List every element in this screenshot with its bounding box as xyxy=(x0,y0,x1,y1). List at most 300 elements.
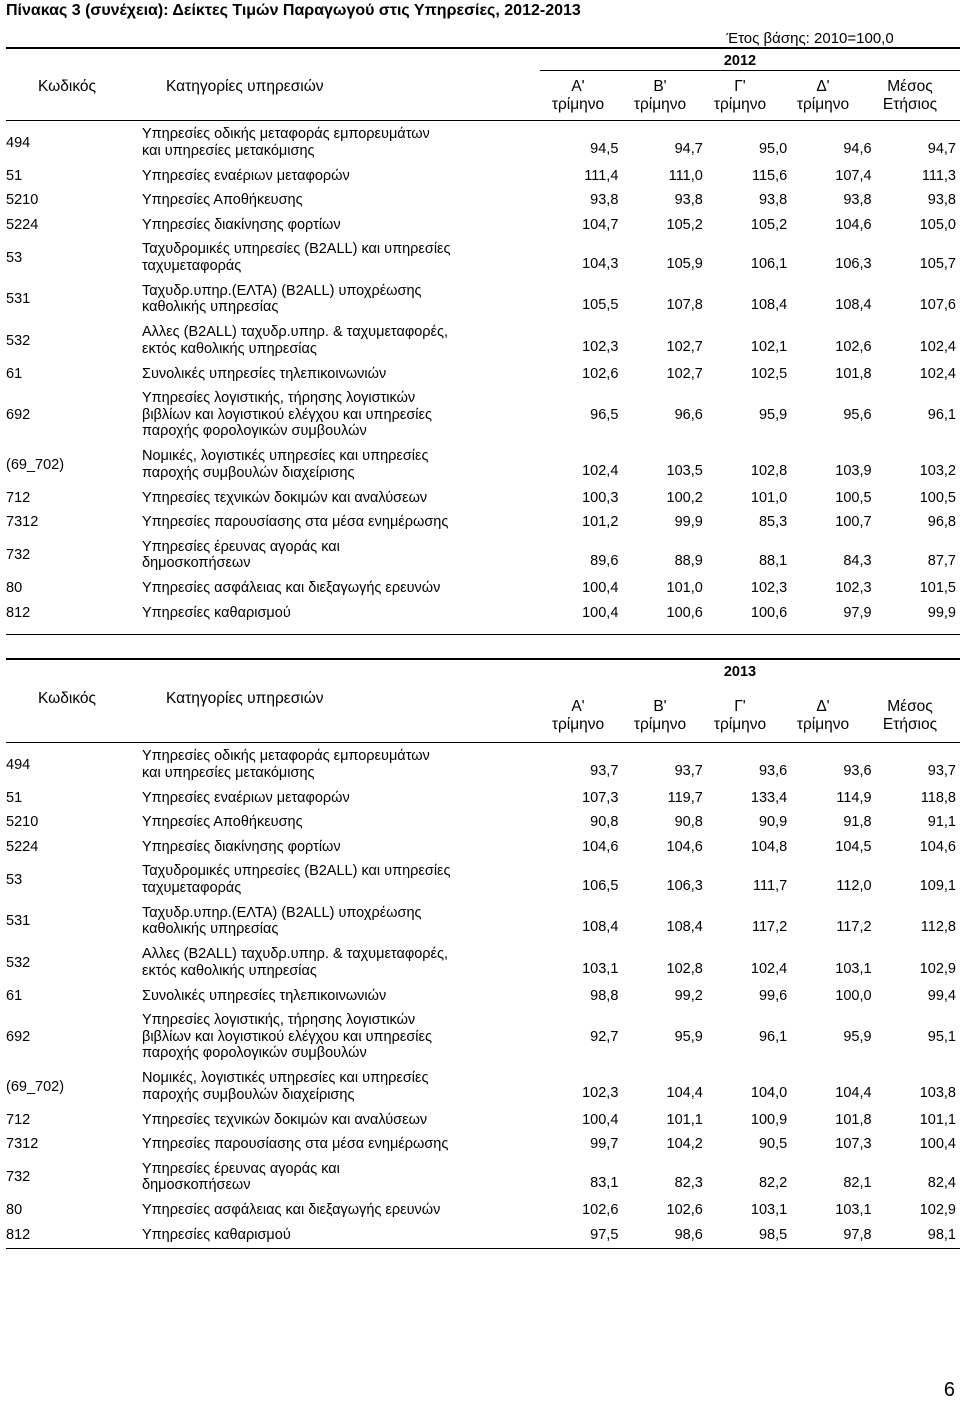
cell-value-avg: 105,7 xyxy=(919,255,956,272)
cell-code: 61 xyxy=(6,987,23,1004)
data-table xyxy=(6,744,956,1247)
cell-value-q2: 103,5 xyxy=(666,462,703,479)
header-category: Κατηγορίες υπηρεσιών xyxy=(166,690,324,707)
table-row xyxy=(6,386,956,444)
category-line: παροχής συμβουλών διαχείρισης xyxy=(142,1086,355,1103)
category-line: δημοσκοπήσεων xyxy=(142,1177,251,1194)
cell-value-avg: 102,9 xyxy=(919,1202,956,1218)
category-line: βιβλίων και λογιστικού ελέγχου και υπηρεσίες xyxy=(142,406,432,423)
category-line: δημοσκοπήσεων xyxy=(142,555,251,572)
category-line: καθολικής υπηρεσίας xyxy=(142,921,279,938)
cell-value-q2: 108,4 xyxy=(666,919,703,935)
cell-value-q3: 98,5 xyxy=(758,1226,788,1243)
cell-value-avg: 96,8 xyxy=(927,514,956,530)
header-line: τρίμηνο xyxy=(633,96,687,113)
cell-value-q1: 108,4 xyxy=(582,919,619,935)
cell-value-q1: 104,7 xyxy=(582,216,619,233)
header-avg xyxy=(865,78,955,114)
cell-value-q2: 93,7 xyxy=(674,762,703,779)
cell-code: 80 xyxy=(6,580,23,596)
header-q2 xyxy=(615,698,705,734)
category-line: Υπηρεσίες εναέριων μεταφορών xyxy=(142,167,350,184)
cell-value-q2: 119,7 xyxy=(667,789,703,806)
cell-value-q2: 82,3 xyxy=(674,1175,703,1191)
cell-value-q3: 108,4 xyxy=(750,297,788,313)
header-q1 xyxy=(533,698,623,734)
header-rule xyxy=(6,120,960,121)
header-q4 xyxy=(778,78,868,114)
header-line: τρίμηνο xyxy=(633,716,687,733)
cell-value-avg: 102,4 xyxy=(919,365,956,382)
header-line: τρίμηνο xyxy=(713,716,767,733)
cell-value-q2: 90,8 xyxy=(674,814,703,830)
cell-value-q2: 99,2 xyxy=(674,987,703,1004)
cell-value-q4: 101,8 xyxy=(835,1111,872,1128)
category-line: Συνολικές υπηρεσίες τηλεπικοινωνιών xyxy=(142,365,387,382)
category-line: ταχυμεταφοράς xyxy=(142,257,242,274)
cell-value-q3: 96,1 xyxy=(758,1028,788,1045)
cell-code: 732 xyxy=(6,1169,31,1185)
cell-value-q2: 95,9 xyxy=(674,1028,703,1045)
cell-code: 812 xyxy=(6,1226,31,1243)
category-line: Υπηρεσίες καθαρισμού xyxy=(142,1226,291,1243)
category-line: Υπηρεσίες λογιστικής, τήρησης λογιστικών xyxy=(142,1012,416,1029)
cell-value-q3: 102,3 xyxy=(750,580,788,596)
cell-category xyxy=(142,859,534,901)
table-row xyxy=(6,1108,956,1133)
cell-value-avg: 95,1 xyxy=(927,1028,956,1045)
cell-value-q3: 102,1 xyxy=(750,338,788,355)
header-line: Α' xyxy=(571,698,585,715)
header-avg xyxy=(865,698,955,734)
cell-value-q3: 111,7 xyxy=(753,877,788,894)
category-line: παροχής φορολογικών συμβουλών xyxy=(142,1045,367,1062)
page-title: Πίνακας 3 (συνέχεια): Δείκτες Τιμών Παραγωγού στις Υπηρεσίες, 2012-2013 xyxy=(6,2,581,19)
table-row xyxy=(6,786,956,811)
cell-value-q3: 93,8 xyxy=(758,192,788,208)
cell-value-q2: 102,8 xyxy=(666,960,703,977)
category-line: Υπηρεσίες τεχνικών δοκιμών και αναλύσεων xyxy=(142,1111,428,1128)
cell-code: 712 xyxy=(6,1111,31,1128)
cell-value-q1: 90,8 xyxy=(590,814,619,830)
year-label: 2013 xyxy=(723,664,757,680)
cell-value-q3: 117,2 xyxy=(751,919,788,935)
data-table xyxy=(6,122,956,625)
cell-code: 532 xyxy=(6,954,31,971)
cell-value-q4: 97,8 xyxy=(843,1226,872,1243)
cell-category xyxy=(142,279,534,321)
year-rule xyxy=(540,70,960,71)
cell-value-q1: 100,4 xyxy=(582,1111,619,1128)
cell-category xyxy=(142,1198,534,1223)
cell-value-q2: 88,9 xyxy=(674,553,703,569)
category-line: βιβλίων και λογιστικού ελέγχου και υπηρεσίες xyxy=(142,1028,432,1045)
category-line: παροχής φορολογικών συμβουλών xyxy=(142,423,367,440)
section-bottom-rule xyxy=(6,1248,960,1249)
cell-value-q2: 102,7 xyxy=(666,338,703,355)
cell-value-q3: 90,5 xyxy=(758,1136,788,1152)
cell-value-q3: 88,1 xyxy=(758,553,788,569)
table-row xyxy=(6,1008,956,1066)
cell-value-q3: 104,0 xyxy=(750,1084,788,1101)
category-line: Ταχυδρ.υπηρ.(ΕΛΤΑ) (B2ALL) υποχρέωσης xyxy=(142,282,422,299)
cell-value-q1: 103,1 xyxy=(582,960,619,977)
cell-category xyxy=(142,835,534,860)
cell-value-q3: 102,4 xyxy=(750,960,788,977)
cell-value-q1: 102,3 xyxy=(582,338,619,355)
cell-value-q2: 106,3 xyxy=(666,877,703,894)
cell-value-q1: 99,7 xyxy=(590,1136,619,1152)
cell-value-q1: 92,7 xyxy=(590,1028,619,1045)
cell-value-q2: 105,9 xyxy=(666,255,703,272)
cell-value-avg: 98,1 xyxy=(927,1226,956,1243)
cell-value-q1: 105,5 xyxy=(582,297,619,313)
section-top-rule xyxy=(6,47,960,49)
cell-value-avg: 93,8 xyxy=(927,192,956,208)
cell-category xyxy=(142,576,534,601)
cell-value-q1: 100,4 xyxy=(582,604,619,621)
table-row xyxy=(6,835,956,860)
cell-value-avg: 93,7 xyxy=(927,762,956,779)
table-row xyxy=(6,859,956,901)
cell-category xyxy=(142,1223,534,1248)
header-code: Κωδικός xyxy=(38,690,96,707)
cell-value-avg: 102,9 xyxy=(919,960,956,977)
cell-value-q2: 111,0 xyxy=(668,167,703,184)
cell-category xyxy=(142,386,534,444)
cell-value-q2: 101,0 xyxy=(666,580,703,596)
cell-value-q3: 99,6 xyxy=(758,987,788,1004)
cell-value-avg: 94,7 xyxy=(927,140,956,157)
cell-code: (69_702) xyxy=(6,456,65,473)
cell-value-q4: 100,0 xyxy=(835,987,872,1004)
page-number: 6 xyxy=(943,1379,955,1401)
cell-value-q4: 104,4 xyxy=(835,1084,872,1101)
cell-value-q4: 107,4 xyxy=(835,167,872,184)
cell-value-q2: 105,2 xyxy=(666,216,703,233)
category-line: Υπηρεσίες τεχνικών δοκιμών και αναλύσεων xyxy=(142,489,428,506)
cell-value-q3: 102,8 xyxy=(750,462,788,479)
cell-value-q4: 84,3 xyxy=(843,553,872,569)
cell-category xyxy=(142,786,534,811)
cell-category xyxy=(142,1008,534,1066)
header-line: τρίμηνο xyxy=(551,96,605,113)
header-line: Μέσος xyxy=(887,698,933,715)
category-line: Υπηρεσίες οδικής μεταφοράς εμπορευμάτων xyxy=(142,126,430,143)
cell-value-q2: 94,7 xyxy=(674,140,703,157)
cell-value-q1: 93,8 xyxy=(590,192,619,208)
category-line: Αλλες (B2ALL) ταχυδρ.υπηρ. & ταχυμεταφορές, xyxy=(142,324,449,341)
cell-category xyxy=(142,942,534,984)
category-line: Υπηρεσίες καθαρισμού xyxy=(142,604,291,621)
cell-value-q2: 102,6 xyxy=(666,1202,703,1218)
section-bottom-rule xyxy=(6,634,960,635)
cell-value-q2: 104,2 xyxy=(666,1136,703,1152)
header-line: τρίμηνο xyxy=(713,96,767,113)
cell-value-q3: 104,8 xyxy=(750,838,788,855)
table-row xyxy=(6,362,956,387)
cell-value-q4: 117,2 xyxy=(836,919,872,935)
cell-value-q4: 100,5 xyxy=(835,489,872,506)
table-row xyxy=(6,444,956,486)
cell-value-q4: 91,8 xyxy=(843,814,872,830)
cell-value-q1: 98,8 xyxy=(590,987,619,1004)
header-line: τρίμηνο xyxy=(551,716,605,733)
cell-code: 712 xyxy=(6,489,31,506)
cell-value-q4: 104,5 xyxy=(835,838,872,855)
cell-value-q3: 95,9 xyxy=(758,406,788,423)
cell-value-q3: 115,6 xyxy=(751,167,788,184)
cell-code: 5224 xyxy=(6,838,39,855)
cell-code: 51 xyxy=(6,167,23,184)
cell-value-q3: 106,1 xyxy=(750,255,788,272)
cell-code: 5210 xyxy=(6,192,39,208)
cell-value-q4: 95,9 xyxy=(843,1028,872,1045)
table-row xyxy=(6,984,956,1009)
cell-value-avg: 91,1 xyxy=(927,814,956,830)
category-line: Υπηρεσίες Αποθήκευσης xyxy=(142,814,303,830)
cell-value-avg: 107,6 xyxy=(919,297,956,313)
cell-value-avg: 111,3 xyxy=(921,167,956,184)
cell-category xyxy=(142,237,534,279)
cell-value-q4: 102,6 xyxy=(835,338,872,355)
category-line: Υπηρεσίες διακίνησης φορτίων xyxy=(142,216,341,233)
cell-code: 51 xyxy=(6,789,23,806)
table-row xyxy=(6,601,956,626)
cell-category xyxy=(142,213,534,238)
cell-category xyxy=(142,744,534,786)
cell-category xyxy=(142,122,534,164)
cell-category xyxy=(142,901,534,943)
category-line: Υπηρεσίες διακίνησης φορτίων xyxy=(142,838,341,855)
cell-value-q1: 107,3 xyxy=(582,789,619,806)
cell-value-q3: 95,0 xyxy=(758,140,788,157)
section-top-rule xyxy=(6,658,960,660)
cell-category xyxy=(142,320,534,362)
table-row xyxy=(6,942,956,984)
cell-category xyxy=(142,1066,534,1108)
cell-category xyxy=(142,164,534,189)
cell-value-q1: 104,6 xyxy=(582,838,619,855)
header-line: Δ' xyxy=(816,78,830,95)
cell-value-q1: 100,3 xyxy=(582,489,619,506)
cell-value-q3: 105,2 xyxy=(750,216,788,233)
header-line: Β' xyxy=(653,78,667,95)
cell-value-q1: 94,5 xyxy=(590,140,619,157)
cell-category xyxy=(142,486,534,511)
table-row xyxy=(6,1066,956,1108)
category-line: Νομικές, λογιστικές υπηρεσίες και υπηρεσίες xyxy=(142,448,429,465)
table-row xyxy=(6,188,956,213)
table-row xyxy=(6,279,956,321)
cell-value-q4: 103,1 xyxy=(835,1202,872,1218)
cell-value-avg: 109,1 xyxy=(919,877,956,894)
table-row xyxy=(6,1132,956,1157)
category-line: Υπηρεσίες εναέριων μεταφορών xyxy=(142,789,350,806)
category-line: καθολικής υπηρεσίας xyxy=(142,299,279,316)
category-line: Υπηρεσίες έρευνας αγοράς και xyxy=(142,538,340,555)
cell-code: 7312 xyxy=(6,1136,39,1152)
cell-value-q4: 93,6 xyxy=(843,762,872,779)
table-row xyxy=(6,164,956,189)
table-row xyxy=(6,810,956,835)
cell-value-q2: 100,6 xyxy=(666,604,703,621)
category-line: Υπηρεσίες Αποθήκευσης xyxy=(142,192,303,208)
cell-code: 80 xyxy=(6,1202,23,1218)
cell-value-q4: 101,8 xyxy=(835,365,872,382)
cell-value-q4: 94,6 xyxy=(843,140,872,157)
cell-value-q4: 108,4 xyxy=(835,297,872,313)
table-row xyxy=(6,213,956,238)
header-line: Ετήσιος xyxy=(882,96,938,113)
cell-code: 692 xyxy=(6,406,31,423)
table-row xyxy=(6,122,956,164)
cell-value-q3: 101,0 xyxy=(750,489,788,506)
table-row xyxy=(6,744,956,786)
header-line: τρίμηνο xyxy=(796,716,850,733)
cell-code: 532 xyxy=(6,332,31,349)
table-row xyxy=(6,237,956,279)
cell-category xyxy=(142,1108,534,1133)
header-line: Μέσος xyxy=(887,78,933,95)
category-line: Ταχυδρομικές υπηρεσίες (B2ALL) και υπηρεσίες xyxy=(142,241,451,258)
cell-code: 53 xyxy=(6,871,23,888)
cell-value-avg: 87,7 xyxy=(927,553,956,569)
cell-value-q4: 114,9 xyxy=(836,789,872,806)
cell-code: 5224 xyxy=(6,216,39,233)
table-row xyxy=(6,320,956,362)
header-category: Κατηγορίες υπηρεσιών xyxy=(166,78,324,95)
cell-category xyxy=(142,1157,534,1199)
table-row xyxy=(6,535,956,577)
cell-category xyxy=(142,362,534,387)
cell-value-q3: 103,1 xyxy=(750,1202,788,1218)
cell-value-q2: 93,8 xyxy=(674,192,703,208)
cell-value-q4: 102,3 xyxy=(835,580,872,596)
header-line: Ετήσιος xyxy=(882,716,938,733)
cell-value-q1: 106,5 xyxy=(582,877,619,894)
cell-value-avg: 105,0 xyxy=(919,216,956,233)
header-rule xyxy=(6,742,960,743)
cell-value-q2: 101,1 xyxy=(666,1111,703,1128)
cell-code: 7312 xyxy=(6,514,39,530)
cell-value-q2: 104,4 xyxy=(666,1084,703,1101)
cell-code: 692 xyxy=(6,1028,31,1045)
cell-value-q2: 102,7 xyxy=(666,365,703,382)
header-line: Γ' xyxy=(734,698,746,715)
category-line: Υπηρεσίες ασφάλειας και διεξαγωγής ερευνών xyxy=(142,580,441,596)
cell-code: (69_702) xyxy=(6,1078,65,1095)
category-line: Αλλες (B2ALL) ταχυδρ.υπηρ. & ταχυμεταφορές, xyxy=(142,946,449,963)
cell-code: 812 xyxy=(6,604,31,621)
cell-category xyxy=(142,188,534,213)
cell-value-q2: 107,8 xyxy=(666,297,703,313)
category-line: και υπηρεσίες μετακόμισης xyxy=(142,764,315,781)
category-line: και υπηρεσίες μετακόμισης xyxy=(142,142,315,159)
cell-value-q3: 82,2 xyxy=(758,1175,788,1191)
cell-value-q3: 133,4 xyxy=(750,789,788,806)
cell-code: 531 xyxy=(6,291,31,307)
category-line: ταχυμεταφοράς xyxy=(142,879,242,896)
category-line: Υπηρεσίες ασφάλειας και διεξαγωγής ερευνών xyxy=(142,1202,441,1218)
cell-code: 494 xyxy=(6,756,31,773)
cell-value-avg: 103,2 xyxy=(919,462,956,479)
category-line: παροχής συμβουλών διαχείρισης xyxy=(142,464,355,481)
header-q2 xyxy=(615,78,705,114)
cell-value-q1: 89,6 xyxy=(590,553,619,569)
cell-value-q3: 93,6 xyxy=(758,762,788,779)
category-line: Νομικές, λογιστικές υπηρεσίες και υπηρεσίες xyxy=(142,1070,429,1087)
table-row xyxy=(6,901,956,943)
header-line: Γ' xyxy=(734,78,746,95)
category-line: Ταχυδρομικές υπηρεσίες (B2ALL) και υπηρεσίες xyxy=(142,863,451,880)
cell-value-q2: 96,6 xyxy=(674,406,703,423)
base-year-label: Έτος βάσης: 2010=100,0 xyxy=(726,30,894,47)
cell-value-q3: 100,9 xyxy=(750,1111,788,1128)
category-line: Συνολικές υπηρεσίες τηλεπικοινωνιών xyxy=(142,987,387,1004)
cell-code: 61 xyxy=(6,365,23,382)
cell-category xyxy=(142,810,534,835)
cell-value-q1: 96,5 xyxy=(590,406,619,423)
cell-value-avg: 118,8 xyxy=(920,789,956,806)
header-q3 xyxy=(695,698,785,734)
cell-value-q2: 99,9 xyxy=(674,514,703,530)
cell-category xyxy=(142,510,534,535)
cell-value-q4: 112,0 xyxy=(836,877,872,894)
table-row xyxy=(6,576,956,601)
cell-value-q1: 102,3 xyxy=(582,1084,619,1101)
cell-value-q4: 93,8 xyxy=(843,192,872,208)
cell-value-avg: 103,8 xyxy=(919,1084,956,1101)
cell-code: 732 xyxy=(6,547,31,563)
cell-value-avg: 99,9 xyxy=(927,604,956,621)
cell-code: 53 xyxy=(6,249,23,266)
table-row xyxy=(6,1157,956,1199)
category-line: εκτός καθολικής υπηρεσίας xyxy=(142,340,317,357)
category-line: Υπηρεσίες παρουσίασης στα μέσα ενημέρωσης xyxy=(142,514,449,530)
category-line: Υπηρεσίες λογιστικής, τήρησης λογιστικών xyxy=(142,390,416,407)
cell-value-q1: 111,4 xyxy=(584,167,619,184)
table-row xyxy=(6,510,956,535)
cell-value-avg: 112,8 xyxy=(920,919,956,935)
cell-value-q1: 100,4 xyxy=(582,580,619,596)
cell-value-q3: 85,3 xyxy=(758,514,788,530)
cell-value-q1: 102,6 xyxy=(582,1202,619,1218)
header-line: Α' xyxy=(571,78,585,95)
cell-value-avg: 100,5 xyxy=(919,489,956,506)
header-q4 xyxy=(778,698,868,734)
cell-value-q4: 104,6 xyxy=(835,216,872,233)
cell-value-avg: 101,5 xyxy=(919,580,956,596)
cell-value-q4: 100,7 xyxy=(835,514,872,530)
cell-category xyxy=(142,1132,534,1157)
cell-value-q1: 102,4 xyxy=(582,462,619,479)
cell-value-avg: 82,4 xyxy=(927,1175,956,1191)
cell-value-q1: 101,2 xyxy=(582,514,619,530)
cell-value-q1: 83,1 xyxy=(590,1175,619,1191)
cell-value-q2: 98,6 xyxy=(674,1226,703,1243)
table-row xyxy=(6,486,956,511)
cell-code: 5210 xyxy=(6,814,39,830)
header-q1 xyxy=(533,78,623,114)
cell-value-q2: 100,2 xyxy=(666,489,703,506)
cell-value-q4: 103,9 xyxy=(835,462,872,479)
cell-value-avg: 101,1 xyxy=(919,1111,956,1128)
cell-category xyxy=(142,444,534,486)
table-row xyxy=(6,1223,956,1248)
header-line: τρίμηνο xyxy=(796,96,850,113)
category-line: Υπηρεσίες οδικής μεταφοράς εμπορευμάτων xyxy=(142,748,430,765)
